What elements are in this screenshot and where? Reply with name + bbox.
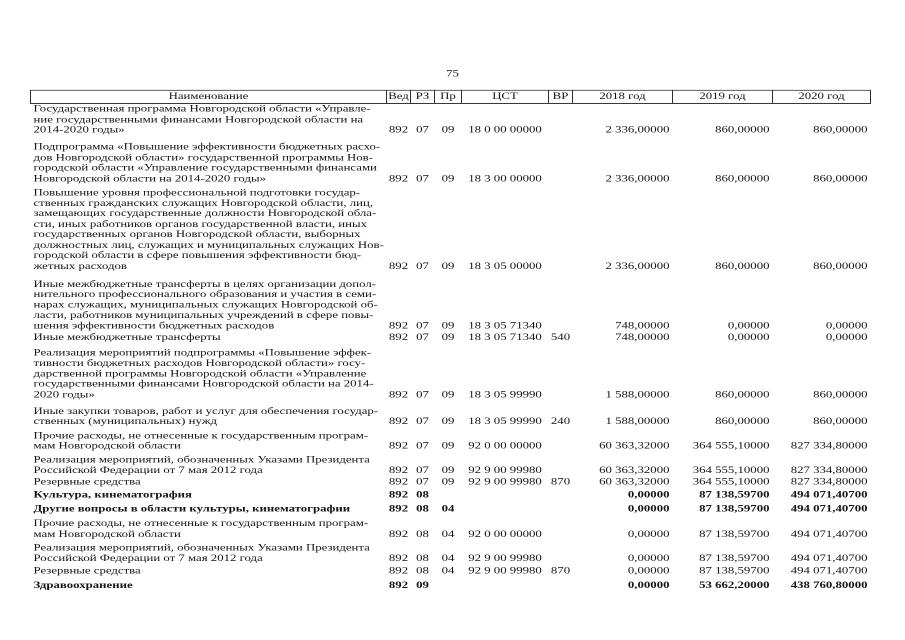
cell-section: 07 <box>416 464 429 476</box>
header-department: Вед <box>388 90 409 102</box>
cell-amount-2018: 2 336,00000 <box>605 124 670 135</box>
header-section: РЗ <box>411 90 435 103</box>
cell-name <box>31 581 387 595</box>
cell-section: 08 <box>416 552 429 564</box>
cell-name <box>31 490 387 504</box>
name-line: мам Новгородской области <box>33 528 181 540</box>
header-amount-2020: 2020 год <box>773 90 871 103</box>
cell-amount-2018: 1 588,00000 <box>605 415 670 427</box>
table-row <box>31 455 871 477</box>
cell-target-item <box>462 490 549 504</box>
cell-amount-2018: 748,00000 <box>615 332 670 343</box>
cell-department: 892 <box>388 564 409 576</box>
table-header <box>31 90 871 103</box>
cell-section: 07 <box>416 476 429 487</box>
header-expense-type: ВР <box>549 90 573 103</box>
header-subsection: Пр <box>435 90 462 103</box>
table-row <box>31 581 871 595</box>
budget-table <box>30 90 871 594</box>
cell-target-item: 18 3 05 99990 <box>468 415 542 427</box>
name-line: Российской Федерации от 7 мая 2012 года <box>33 464 263 476</box>
name-line: Российской Федерации от 7 мая 2012 года <box>33 552 263 564</box>
cell-target-item: 92 0 00 00000 <box>468 528 542 540</box>
table-row <box>31 519 871 543</box>
table-row <box>31 333 871 348</box>
cell-section: 07 <box>416 332 429 343</box>
name-line: Иные закупки товаров, работ и услуг для обеспечения государ- <box>33 405 379 416</box>
cell-amount-2019: 860,00000 <box>715 124 770 135</box>
cell-subsection: 04 <box>441 564 455 576</box>
cell-department: 892 <box>388 552 409 564</box>
cell-amount-2018: 60 363,32000 <box>599 464 670 476</box>
page-number: 75 <box>446 67 459 79</box>
name-line: нительного профессионального образования и участия в семи- <box>33 288 377 300</box>
cell-subsection <box>435 490 462 504</box>
cell-department: 892 <box>388 124 409 135</box>
name-line: дов Новгородской области» государственной программы Нов- <box>33 151 373 163</box>
cell-amount-2020: 438 760,80000 <box>790 579 868 591</box>
name-line: Здравоохранение <box>33 579 133 591</box>
cell-target-item: 18 3 00 00000 <box>468 172 542 184</box>
name-line: ственных гражданских служащих Новгородской области, лиц, <box>33 197 374 209</box>
cell-amount-2018: 2 336,00000 <box>605 172 670 184</box>
cell-name <box>31 103 387 141</box>
cell-amount-2020: 860,00000 <box>813 124 868 135</box>
cell-amount-2018: 0,00000 <box>627 502 670 514</box>
name-line: Иные межбюджетные трансферты в целях организации допол- <box>33 278 376 289</box>
name-line: Иные межбюджетные трансферты <box>33 332 221 343</box>
cell-name <box>31 477 387 490</box>
cell-amount-2018: 60 363,32000 <box>599 440 670 452</box>
cell-name <box>31 504 387 519</box>
header-name: Наименование <box>31 90 387 103</box>
cell-amount-2020: 0,00000 <box>825 319 868 331</box>
cell-amount-2018: 0,00000 <box>627 489 670 500</box>
cell-target-item <box>462 581 549 595</box>
cell-amount-2020: 860,00000 <box>813 260 868 272</box>
cell-target-item: 92 0 00 00000 <box>468 440 542 452</box>
header-amount-2018: 2018 год <box>573 90 673 103</box>
cell-department: 892 <box>388 260 409 272</box>
cell-department: 892 <box>388 415 409 427</box>
name-line: Повышение уровня профессиональной подготовки государ- <box>33 187 361 198</box>
cell-subsection: 09 <box>441 415 455 427</box>
cell-department: 892 <box>388 172 409 184</box>
cell-amount-2018: 0,00000 <box>627 528 670 540</box>
cell-amount-2019: 364 555,10000 <box>692 440 770 452</box>
name-line: Резервные средства <box>33 476 141 487</box>
cell-section: 07 <box>416 415 429 427</box>
cell-expense-type: 540 <box>550 332 571 343</box>
table-header-row <box>31 90 871 103</box>
table-row <box>31 477 871 490</box>
table-row <box>31 406 871 431</box>
cell-amount-2019: 0,00000 <box>727 332 770 343</box>
cell-amount-2020: 827 334,80000 <box>790 476 868 487</box>
header-target-item: ЦСТ <box>462 90 549 103</box>
name-line: 2020 годы» <box>33 388 95 400</box>
cell-department: 892 <box>388 388 409 400</box>
cell-subsection: 09 <box>441 172 455 184</box>
cell-target-item: 18 3 05 99990 <box>468 388 542 400</box>
cell-subsection <box>435 581 462 595</box>
cell-section: 07 <box>416 124 429 135</box>
cell-amount-2020: 0,00000 <box>825 332 868 343</box>
cell-expense-type <box>549 142 573 188</box>
name-line: государственными финансами Новгородской области на 2014- <box>33 378 374 390</box>
cell-amount-2020: 494 071,40700 <box>790 502 868 514</box>
cell-section: 07 <box>416 388 429 400</box>
cell-department: 892 <box>388 489 409 500</box>
name-line: городской области «Управление государственными финансами <box>33 161 377 173</box>
cell-amount-2018: 60 363,32000 <box>599 476 670 487</box>
cell-amount-2019: 87 138,59700 <box>699 489 770 500</box>
table-row <box>31 566 871 581</box>
cell-expense-type: 240 <box>550 415 571 427</box>
table-row <box>31 504 871 519</box>
cell-subsection: 04 <box>441 502 455 514</box>
cell-expense-type: 870 <box>550 564 571 576</box>
table-row <box>31 348 871 406</box>
header-amount-2019: 2019 год <box>673 90 773 103</box>
cell-amount-2019: 364 555,10000 <box>692 464 770 476</box>
cell-amount-2018: 0,00000 <box>627 564 670 576</box>
table-row <box>31 188 871 279</box>
cell-subsection: 09 <box>441 124 455 135</box>
name-line: Новгородской области на 2014-2020 годы» <box>33 172 266 184</box>
cell-amount-2019: 53 662,20000 <box>699 579 770 591</box>
cell-amount-2020: 827 334,80000 <box>790 464 868 476</box>
cell-name <box>31 333 387 348</box>
cell-expense-type <box>549 519 573 543</box>
cell-department: 892 <box>388 476 409 487</box>
name-line: ласти, работников муниципальных учреждений в сфере повы- <box>33 309 374 321</box>
cell-name <box>31 142 387 188</box>
cell-name <box>31 188 387 279</box>
cell-expense-type <box>549 504 573 519</box>
name-line: Прочие расходы, не отнесенные к государственным програм- <box>33 517 369 529</box>
cell-expense-type <box>549 455 573 477</box>
cell-department: 892 <box>388 528 409 540</box>
cell-target-item: 92 9 00 99980 <box>468 552 542 564</box>
cell-amount-2018: 2 336,00000 <box>605 260 670 272</box>
cell-department: 892 <box>388 319 409 331</box>
cell-amount-2020: 494 071,40700 <box>790 489 868 500</box>
cell-target-item: 92 9 00 99980 <box>468 564 542 576</box>
cell-section: 09 <box>416 579 429 591</box>
cell-amount-2020: 827 334,80000 <box>790 440 868 452</box>
cell-expense-type <box>549 188 573 279</box>
cell-subsection: 09 <box>441 476 455 487</box>
table-row <box>31 543 871 566</box>
name-line: сти, иных работников органов государственной власти, иных <box>33 218 367 230</box>
cell-amount-2019: 0,00000 <box>727 319 770 331</box>
cell-amount-2019: 87 138,59700 <box>699 564 770 576</box>
cell-amount-2020: 860,00000 <box>813 388 868 400</box>
table-row <box>31 490 871 504</box>
cell-target-item: 18 3 05 71340 <box>468 319 542 331</box>
cell-target-item <box>462 504 549 519</box>
cell-subsection: 09 <box>441 260 455 272</box>
cell-section: 07 <box>416 260 429 272</box>
cell-expense-type <box>549 543 573 566</box>
name-line: жетных расходов <box>33 260 127 272</box>
cell-department: 892 <box>388 464 409 476</box>
cell-expense-type <box>549 581 573 595</box>
cell-amount-2019: 87 138,59700 <box>699 502 770 514</box>
cell-amount-2020: 860,00000 <box>813 172 868 184</box>
cell-target-item: 18 3 05 71340 <box>468 332 542 343</box>
cell-name <box>31 431 387 455</box>
cell-target-item: 18 0 00 00000 <box>468 124 542 135</box>
name-line: дарственной программы Новгородской области «Управление <box>33 367 367 379</box>
cell-section: 07 <box>416 440 429 452</box>
cell-section: 07 <box>416 172 429 184</box>
name-line: Реализация мероприятий, обозначенных Указами Президента <box>33 541 370 553</box>
cell-expense-type <box>549 279 573 333</box>
name-line: мам Новгородской области <box>33 440 181 452</box>
cell-name <box>31 348 387 406</box>
cell-amount-2020: 494 071,40700 <box>790 528 868 540</box>
cell-amount-2020: 860,00000 <box>813 415 868 427</box>
cell-amount-2020: 494 071,40700 <box>790 564 868 576</box>
cell-amount-2018: 1 588,00000 <box>605 388 670 400</box>
cell-name <box>31 543 387 566</box>
cell-amount-2019: 87 138,59700 <box>699 552 770 564</box>
cell-amount-2019: 860,00000 <box>715 388 770 400</box>
cell-subsection: 09 <box>441 332 455 343</box>
name-line: городской области в сфере повышения эффективности бюд- <box>33 249 362 261</box>
cell-amount-2019: 364 555,10000 <box>692 476 770 487</box>
table-row <box>31 431 871 455</box>
cell-expense-type: 870 <box>550 476 571 487</box>
name-line: нарах служащих, муниципальных служащих Новгородской об- <box>33 298 378 310</box>
cell-department: 892 <box>388 579 409 591</box>
name-line: шения эффективности бюджетных расходов <box>33 319 275 331</box>
table-row <box>31 142 871 188</box>
cell-subsection: 09 <box>441 319 455 331</box>
name-line: Резервные средства <box>33 564 141 576</box>
name-line: Государственная программа Новгородской области «Управле- <box>33 103 371 114</box>
name-line: Реализация мероприятий, обозначенных Указами Президента <box>33 454 370 465</box>
cell-amount-2018: 0,00000 <box>627 552 670 564</box>
name-line: замещающих государственные должности Новгородской обла- <box>33 208 377 219</box>
cell-amount-2020: 494 071,40700 <box>790 552 868 564</box>
cell-section: 07 <box>416 319 429 331</box>
cell-amount-2019: 860,00000 <box>715 415 770 427</box>
cell-subsection: 09 <box>441 464 455 476</box>
name-line: ственных (муниципальных) нужд <box>33 415 218 427</box>
name-line: Прочие расходы, не отнесенные к государственным програм- <box>33 430 369 441</box>
table-row <box>31 103 871 141</box>
cell-name <box>31 455 387 477</box>
cell-subsection: 09 <box>441 388 455 400</box>
name-line: Другие вопросы в области культуры, кинематографии <box>33 502 351 514</box>
cell-section: 08 <box>416 564 429 576</box>
cell-amount-2019: 860,00000 <box>715 172 770 184</box>
name-line: тивности бюджетных расходов Новгородской области» госу- <box>33 357 366 369</box>
cell-name <box>31 406 387 431</box>
cell-department: 892 <box>388 332 409 343</box>
name-line: Реализация мероприятий подпрограммы «Повышение эффек- <box>33 347 372 358</box>
cell-name <box>31 519 387 543</box>
cell-subsection: 04 <box>441 552 455 564</box>
cell-expense-type <box>549 490 573 504</box>
cell-name <box>31 566 387 581</box>
cell-target-item: 92 9 00 99980 <box>468 464 542 476</box>
cell-expense-type <box>549 431 573 455</box>
name-line: государственных органов Новгородской области, выборных <box>33 228 361 240</box>
cell-department: 892 <box>388 440 409 452</box>
name-line: ние государственными финансами Новгородской области на <box>33 113 364 125</box>
cell-amount-2019: 860,00000 <box>715 260 770 272</box>
cell-target-item: 18 3 05 00000 <box>468 260 542 272</box>
name-line: должностных лиц, служащих и муниципальных служащих Нов- <box>33 239 384 251</box>
cell-section: 08 <box>416 489 429 500</box>
table-body <box>31 103 871 594</box>
cell-name <box>31 279 387 333</box>
cell-subsection: 04 <box>441 528 455 540</box>
cell-amount-2019: 87 138,59700 <box>699 528 770 540</box>
cell-subsection: 09 <box>441 440 455 452</box>
cell-department: 892 <box>388 502 409 514</box>
cell-amount-2018: 0,00000 <box>627 579 670 591</box>
table-row <box>31 279 871 333</box>
cell-amount-2018: 748,00000 <box>615 319 670 331</box>
cell-section: 08 <box>416 528 429 540</box>
cell-expense-type <box>549 348 573 406</box>
cell-expense-type <box>549 103 573 141</box>
name-line: Подпрограмма «Повышение эффективности бюджетных расхо- <box>33 141 381 152</box>
cell-target-item: 92 9 00 99980 <box>468 476 542 487</box>
name-line: 2014-2020 годы» <box>33 124 125 135</box>
cell-section: 08 <box>416 502 429 514</box>
name-line: Культура, кинематография <box>33 489 192 500</box>
